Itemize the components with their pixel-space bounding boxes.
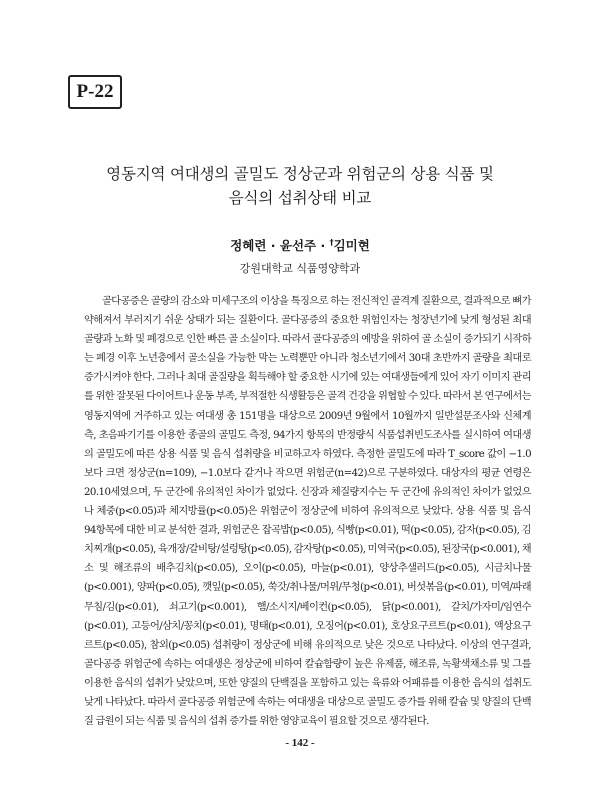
- authors-corresponding: 김미현: [333, 238, 370, 253]
- author-list: [60, 236, 540, 254]
- abstract-body: 골다공증은 골량의 감소와 미세구조의 이상을 특징으로 하는 전신적인 골격계 질환으로, 결과적으로 뼈가 약해져서 부러지기 쉬운 상태가 되는 질환이다. 골다공증의 중요한 위험인자는 청장년기에 낮게 형성된 최대 골량과 노화 및 폐경으로 인한 빠른 골 소실이다. 따라서 골다공증의 예방을 위하여 골 소실이 증가되기 시작하는 폐경 이후 노년층에서 골소실을 가능한 막는 노력뿐만 아니라 청소년기에서 30대 초반까지 골량을 최대로 증가시켜야 한다. 그러나 최대 골질량을 획득해야 할 중요한 시기에 있는 여대생들에게 있어 자기 이미지 관리를 위한 잘못된 다이어트나 운동 부족, 부적절한 식생활등은 골격 건강을 위협할 수 있다. 따라서 본 연구에서는 영동지역에 거주하고 있는 여대생 총 151명을 대상으로 2009년 9월에서 10월까지 일반설문조사와 신체계측, 초음파기기를 이용한 종골의 골밀도 측정, 94가지 항목의 반정량식 식품섭취빈도조사를 실시하여 여대생의 골밀도에 따른 상용 식품 및 음식 섭취량을 비교하고자 하였다. 측정한 골밀도에 따라 T_score 값이 −1.0보다 크면 정상군(n=109), −1.0보다 같거나 작으면 위험군(n=42)으로 구분하였다. 대상자의 평균 연령은 20.10세였으며, 두 군간에 유의적인 차이가 없었다. 신장과 체질량지수는 두 군간에 유의적인 차이가 없었으나 체중(p<0.05)과 체지방률(p<0.05)은 위험군이 정상군에 비하여 유의적으로 낮았다. 상용 식품 및 음식 94항목에 대한 비교 분석한 결과, 위험군은 잡곡밥(p<0.05), 식빵(p<0.01), 떡(p<0.05), 감자(p<0.05), 김치찌개(p<0.05), 육개장/갈비탕/설렁탕(p<0.05), 감자탕(p<0.05), 미역국(p<0.05), 된장국(p<0.001), 채소 및 해조류의 배추김치(p<0.05), 오이(p<0.05), 마늘(p<0.01), 양상추샐러드(p<0.05), 시금치나물(p<0.001), 양파(p<0.05), 깻잎(p<0.05), 쑥갓/취나물/머위/무청(p<0.01), 버섯볶음(p<0.01), 미역/파래무침/김(p<0.01), 쇠고기(p<0.001), 햄/소시지/베이컨(p<0.05), 닭(p<0.001), 갈치/가자미/임연수(p<0.01), 고등어/삼치/꽁치(p<0.01), 명태(p<0.01), 오징어(p<0.01), 호상요구르트(p<0.01), 액상요구르트(p<0.05), 참외(p<0.05) 섭취량이 정상군에 비해 유의적으로 낮은 것으로 나타났다. 이상의 연구결과, 골다공증 위험군에 속하는 여대생은 정상군에 비하여 칼슘함량이 높은 유제품, 해조류, 녹황색채소류 및 그를 이용한 음식의 섭취가 낮았으며, 또한 양질의 단백질을 포함하고 있는 육류와 어패류를 이용한 음식의 섭취도 낮게 나타났다. 따라서 골다공증 위험군에 속하는 여대생을 대상으로 골밀도 증가를 위해 칼슘 및 양질의 단백질 급원이 되는 식품 및 음식의 섭취 증가를 위한 영양교육이 필요할 것으로 생각된다.: [84, 296, 532, 728]
- title-line-2: 음식의 섭취상태 비교: [228, 189, 372, 207]
- page-number: - 142 -: [285, 737, 315, 749]
- corresponding-mark: †: [329, 237, 334, 247]
- poster-number-badge: P-22: [68, 75, 122, 109]
- affiliation: 강원대학교 식품영양학과: [239, 262, 361, 275]
- authors-first: 정혜련 · 윤선주 ·: [230, 238, 330, 253]
- paper-title: [60, 162, 540, 210]
- title-line-1: 영동지역 여대생의 골밀도 정상군과 위험군의 상용 식품 및: [106, 165, 494, 183]
